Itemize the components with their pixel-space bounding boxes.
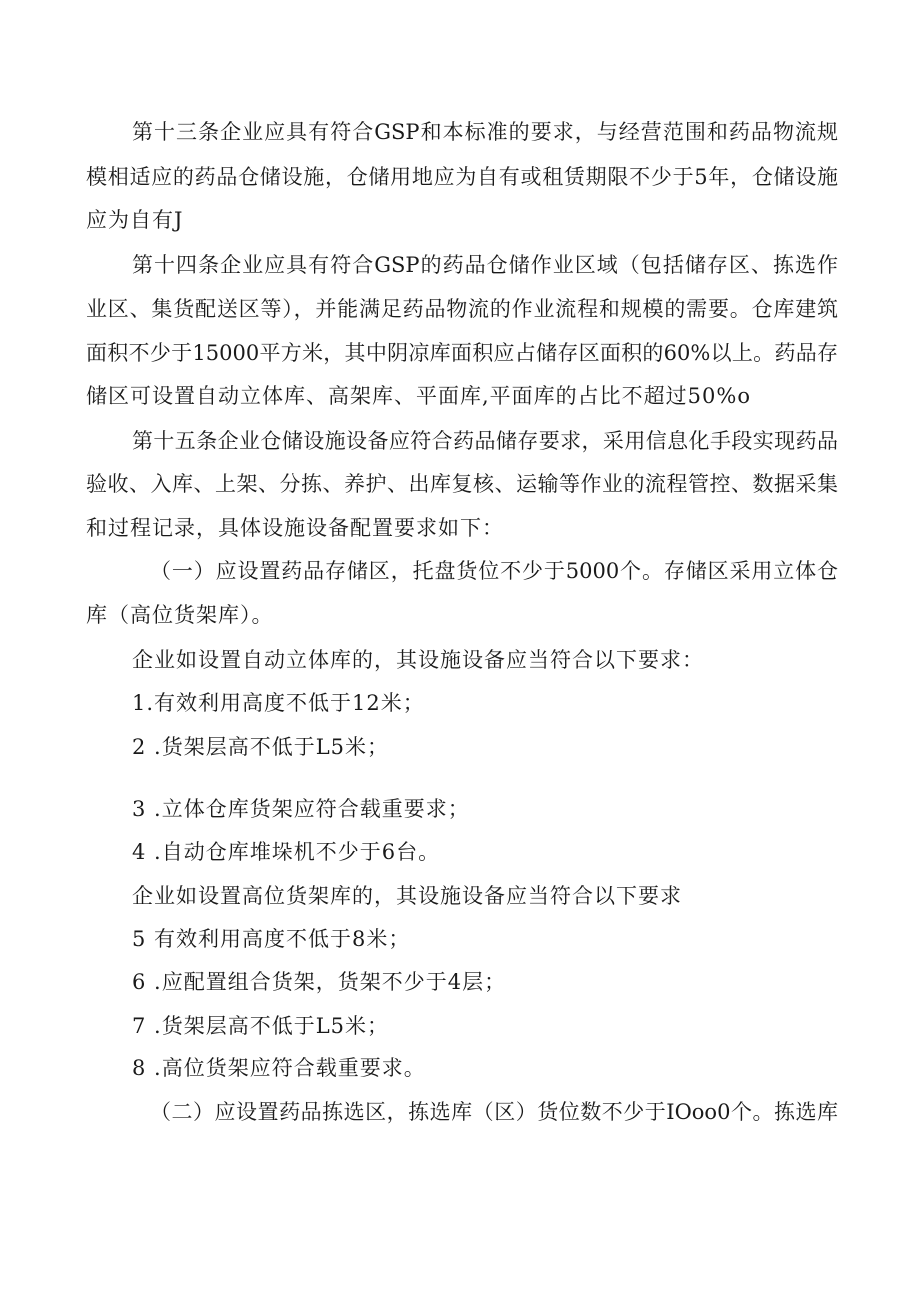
article13-line-1: 第十三条企业应具有符合GSP和本标准的要求，与经营范围和药品物流规	[132, 120, 838, 144]
article15-line-3: 和过程记录，具体设施设备配置要求如下：	[86, 516, 504, 540]
article14-line-1: 第十四条企业应具有符合GSP的药品仓储作业区域（包括储存区、拣选作	[132, 253, 838, 277]
high-item-5: 5 有效利用高度不低于8米；	[132, 927, 411, 951]
auto-item-3: 3 .立体仓库货架应符合载重要求；	[132, 797, 470, 821]
item2-line-1: （二）应设置药品拣选区，拣选库（区）货位数不少于IOoo0个。拣选库	[150, 1100, 838, 1124]
auto-item-4: 4 .自动仓库堆垛机不少于6台。	[132, 840, 441, 864]
article14-line-2: 业区、集货配送区等），并能满足药品物流的作业流程和规模的需要。仓库建筑	[86, 297, 838, 321]
article13-line-3: 应为自有J	[86, 208, 184, 232]
item1-line-2: 库（高位货架库）。	[86, 603, 274, 627]
high-intro: 企业如设置高位货架库的，其设施设备应当符合以下要求	[132, 884, 682, 908]
article14-line-3: 面积不少于15000平方米，其中阴凉库面积应占储存区面积的60%以上。药品存	[86, 341, 838, 365]
high-item-6: 6 .应配置组合货架，货架不少于4层；	[132, 970, 507, 994]
article15-line-2: 验收、入库、上架、分拣、养护、出库复核、运输等作业的流程管控、数据采集	[86, 472, 838, 496]
article15-line-1: 第十五条企业仓储设施设备应符合药品储存要求，采用信息化手段实现药品	[132, 429, 838, 453]
auto-intro: 企业如设置自动立体库的，其设施设备应当符合以下要求：	[132, 648, 704, 672]
high-item-8: 8 .高位货架应符合载重要求。	[132, 1056, 426, 1080]
item1-line-1: （一）应设置药品存储区，托盘货位不少于5000个。存储区采用立体仓	[150, 559, 838, 583]
high-item-7: 7 .货架层高不低于L5米；	[132, 1014, 390, 1038]
auto-item-1: 1.有效利用高度不低于12米；	[132, 691, 425, 715]
auto-item-2: 2 .货架层高不低于L5米；	[132, 735, 390, 759]
article13-line-2: 模相适应的药品仓储设施，仓储用地应为自有或租赁期限不少于5年，仓储设施	[86, 165, 838, 189]
article14-line-4: 储区可设置自动立体库、高架库、平面库,平面库的占比不超过50%o	[86, 384, 751, 408]
